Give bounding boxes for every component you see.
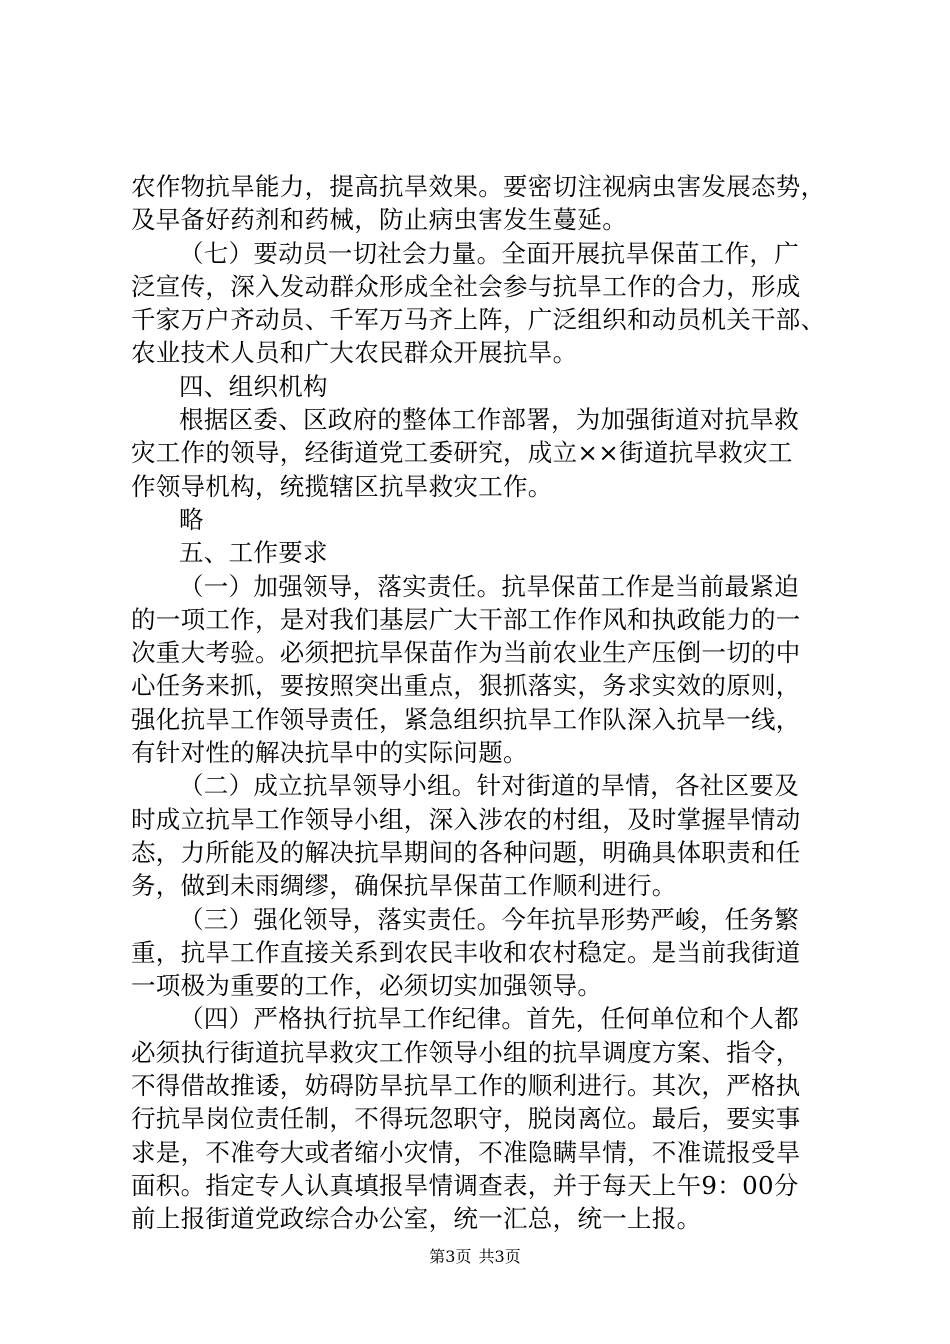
body-line: 灾工作的领导，经街道党工委研究，成立××街道抗旱救灾工: [131, 438, 793, 468]
paragraph-start-line: 略: [179, 504, 204, 534]
paragraph-start-line: （七）要动员一切社会力量。全面开展抗旱保苗工作，广: [179, 238, 799, 268]
body-line: 态，力所能及的解决抗旱期间的各种问题，明确具体职责和任: [131, 837, 801, 867]
paragraph-start-line: （三）强化领导，落实责任。今年抗旱形势严峻，任务繁: [179, 904, 799, 934]
body-line: 求是，不准夸大或者缩小灾情，不准隐瞒旱情，不准谎报受旱: [131, 1137, 801, 1167]
document-body: [131, 170, 831, 1236]
body-line: 务，做到未雨绸缪，确保抗旱保苗工作顺利进行。: [131, 871, 677, 901]
section-heading: 四、组织机构: [179, 371, 328, 401]
paragraph-start-line: 根据区委、区政府的整体工作部署，为加强街道对抗旱救: [179, 405, 799, 435]
body-line: 前上报街道党政综合办公室，统一汇总，统一上报。: [131, 1204, 702, 1234]
body-line: 农业技术人员和广大农民群众开展抗旱。: [131, 338, 578, 368]
paragraph-start-line: （四）严格执行抗旱工作纪律。首先，任何单位和个人都: [179, 1004, 799, 1034]
body-line: 不得借故推诿，妨碍防旱抗旱工作的顺利进行。其次，严格执: [131, 1071, 801, 1101]
section-heading: 五、工作要求: [179, 538, 328, 568]
paragraph-start-line: （二）成立抗旱领导小组。针对街道的旱情，各社区要及: [179, 771, 799, 801]
body-line: 次重大考验。必须把抗旱保苗作为当前农业生产压倒一切的中: [131, 638, 801, 668]
body-line: 心任务来抓，要按照突出重点，狠抓落实，务求实效的原则，: [131, 671, 801, 701]
body-line: 千家万户齐动员、千军万马齐上阵，广泛组织和动员机关干部、: [131, 305, 826, 335]
body-line: 作领导机构，统揽辖区抗旱救灾工作。: [131, 471, 553, 501]
body-line: 面积。指定专人认真填报旱情调查表，并于每天上午9：00分: [131, 1170, 799, 1200]
body-line: 时成立抗旱工作领导小组，深入涉农的村组，及时掌握旱情动: [131, 804, 801, 834]
body-line: 一项极为重要的工作，必须切实加强领导。: [131, 971, 603, 1001]
body-line: 强化抗旱工作领导责任，紧急组织抗旱工作队深入抗旱一线，: [131, 704, 801, 734]
body-line: 的一项工作，是对我们基层广大干部工作作风和执政能力的一: [131, 604, 801, 634]
body-line: 有针对性的解决抗旱中的实际问题。: [131, 738, 528, 768]
body-line: 行抗旱岗位责任制，不得玩忽职守，脱岗离位。最后，要实事: [131, 1104, 801, 1134]
body-line: 必须执行街道抗旱救灾工作领导小组的抗旱调度方案、指令，: [131, 1037, 801, 1067]
body-line: 及早备好药剂和药械，防止病虫害发生蔓延。: [131, 205, 627, 235]
page-footer: [0, 1247, 950, 1267]
paragraph-start-line: （一）加强领导，落实责任。抗旱保苗工作是当前最紧迫: [179, 571, 799, 601]
page-total: 共3页: [478, 1247, 521, 1266]
body-line: 重，抗旱工作直接关系到农民丰收和农村稳定。是当前我街道: [131, 937, 801, 967]
body-line: 农作物抗旱能力，提高抗旱效果。要密切注视病虫害发展态势，: [131, 172, 826, 201]
page-number: 第3页: [429, 1247, 472, 1266]
body-line: 泛宣传，深入发动群众形成全社会参与抗旱工作的合力，形成: [131, 271, 801, 301]
